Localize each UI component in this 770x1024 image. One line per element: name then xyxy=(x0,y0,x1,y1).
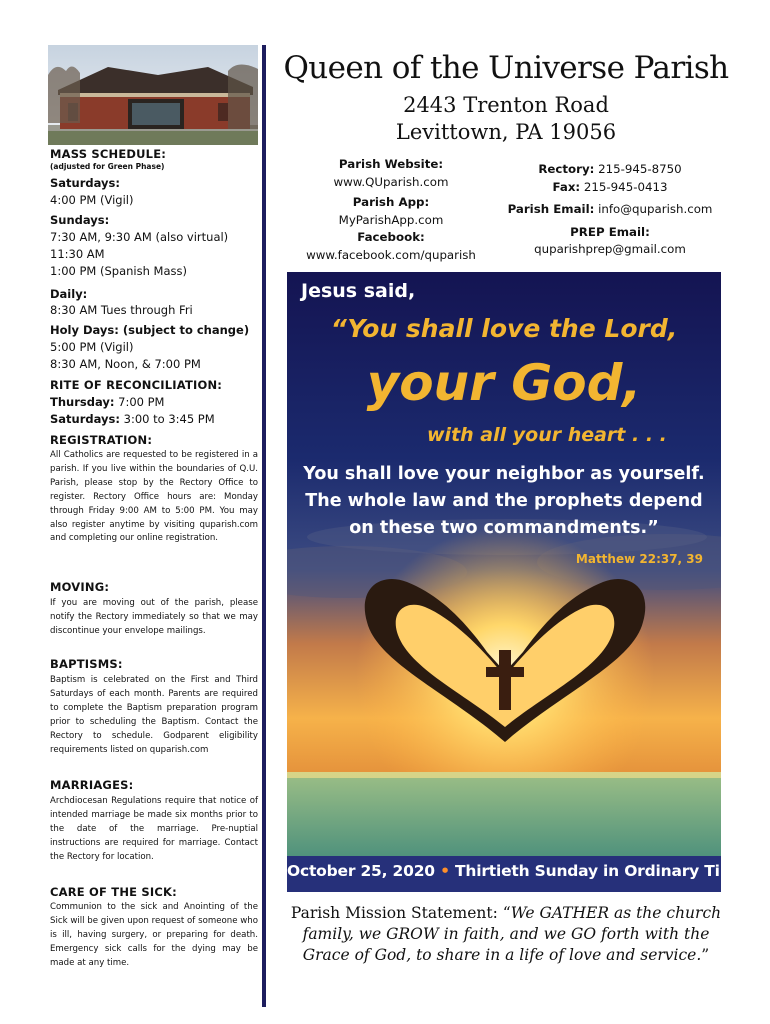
column-divider xyxy=(262,45,266,1007)
app-label: Parish App: xyxy=(352,195,430,210)
holy-days-times-2: 8:30 AM, Noon, & 7:00 PM xyxy=(50,357,201,371)
rectory-phone-line xyxy=(500,161,720,179)
daily-times: 8:30 AM Tues through Fri xyxy=(50,303,193,317)
fax-number: 215-945-0413 xyxy=(583,179,668,194)
mission-text: We GATHER as the church family, we GROW in faith, and we GO forth with the Grace of God, to share in a life of love and service. xyxy=(302,904,722,964)
rectory-phone[interactable]: 215-945-8750 xyxy=(598,162,682,176)
holy-days-times-1: 5:00 PM (Vigil) xyxy=(50,340,134,354)
website-label: Parish Website: xyxy=(338,157,444,171)
poster-line-1: “You shall love the Lord, xyxy=(330,314,678,343)
marriages-title: MARRIAGES: xyxy=(50,778,134,792)
registration-title: REGISTRATION: xyxy=(50,433,153,447)
email-line xyxy=(500,201,720,219)
footer-separator: • xyxy=(440,862,450,880)
facebook-label: Facebook: xyxy=(357,230,425,245)
fax-label: Fax: xyxy=(552,179,581,194)
mass-schedule-title: MASS SCHEDULE: xyxy=(50,147,167,161)
facebook-link[interactable]: www.facebook.com/quparish xyxy=(306,247,476,262)
address-street: 2443 Trenton Road xyxy=(403,93,609,117)
holy-days-label: Holy Days: (subject to change) xyxy=(50,323,250,337)
church-photo xyxy=(48,45,258,145)
app-link[interactable]: MyParishApp.com xyxy=(338,212,444,227)
daily-label: Daily: xyxy=(50,287,88,301)
sundays-label: Sundays: xyxy=(50,213,110,227)
care-of-sick-title: CARE OF THE SICK: xyxy=(50,885,177,899)
reconciliation-thursday xyxy=(50,395,164,409)
parish-email[interactable]: info@quparish.com xyxy=(598,202,713,217)
contact-right xyxy=(500,161,720,259)
saturdays-times: 4:00 PM (Vigil) xyxy=(50,193,134,207)
fax-line xyxy=(500,179,720,197)
prep-email[interactable]: quparishprep@gmail.com xyxy=(534,242,686,257)
sundays-times-2: 11:30 AM xyxy=(50,247,105,261)
contact-left xyxy=(296,156,486,265)
reconciliation-saturdays-time: 3:00 to 3:45 PM xyxy=(123,412,215,426)
registration-text: All Catholics are requested to be registered in a parish. If you live within the boundaries of Q.U. Parish, please stop by the Rectory Office to register. Rectory Office hours are: Monday through Friday 9:00 AM to 5:00 PM. You may also register anytime by visiting quparish.com and completing our online registration. xyxy=(50,450,258,544)
moving-text: If you are moving out of the parish, please notify the Rectory immediately so that we may discontinue your envelope mailings. xyxy=(50,598,258,636)
baptisms-title: BAPTISMS: xyxy=(50,657,123,671)
parish-name: Queen of the Universe Parish xyxy=(283,50,729,86)
reconciliation-title: RITE OF RECONCILIATION: xyxy=(50,378,223,392)
baptisms-text: Baptism is celebrated on the First and Third Saturdays of each month. Parents are required to complete the Baptism preparation program prior to scheduling the Baptism. Contact the Rectory to schedule. Godparent eligibility requirements listed on quparish.com xyxy=(50,675,258,755)
poster-line-4: You shall love your neighbor as yourself. xyxy=(303,464,705,484)
poster-line-5: The whole law and the prophets depend xyxy=(305,491,703,511)
mass-schedule-note: (adjusted for Green Phase) xyxy=(50,162,165,171)
website-link[interactable]: www.QUparish.com xyxy=(333,174,449,189)
poster-citation: Matthew 22:37, 39 xyxy=(575,552,703,566)
scripture-poster xyxy=(287,272,721,892)
poster-line-6: on these two commandments.” xyxy=(349,518,659,538)
poster-intro: Jesus said, xyxy=(301,280,416,302)
care-of-sick-text: Communion to the sick and Anointing of the Sick will be given upon request of someone who is ill, having surgery, or preparing for death. Emergency sick calls for the dying may be made at any time. xyxy=(50,902,258,968)
prep-email-label: PREP Email: xyxy=(570,224,650,239)
reconciliation-saturdays-label: Saturdays: xyxy=(50,412,120,426)
mission-statement xyxy=(280,903,732,966)
reconciliation-saturdays xyxy=(50,412,215,426)
moving-title: MOVING: xyxy=(50,580,110,594)
reconciliation-thursday-label: Thursday: xyxy=(50,395,115,409)
reconciliation-thursday-time: 7:00 PM xyxy=(118,395,165,409)
marriages-text: Archdiocesan Regulations require that notice of intended marriage be made six months prior to the date of the marriage. Pre-nuptial instructions are required for marriage. Contact the Rectory for location. xyxy=(50,796,258,862)
address-city: Levittown, PA 19056 xyxy=(395,120,617,144)
poster-line-3: with all your heart . . . xyxy=(427,424,667,446)
sundays-times-1: 7:30 AM, 9:30 AM (also virtual) xyxy=(50,230,229,244)
footer-occasion: Thirtieth Sunday in Ordinary Time xyxy=(455,862,747,880)
mission-close: ” xyxy=(701,946,710,964)
sundays-times-3: 1:00 PM (Spanish Mass) xyxy=(50,264,187,278)
footer-date-line xyxy=(287,862,747,880)
saturdays-label: Saturdays: xyxy=(50,176,120,190)
poster-line-2: your God, xyxy=(366,354,642,412)
mission-label: Parish Mission Statement: “ xyxy=(290,904,511,922)
email-label: Parish Email: xyxy=(507,202,595,217)
rectory-label: Rectory: xyxy=(538,162,595,176)
footer-date: October 25, 2020 xyxy=(287,862,435,880)
